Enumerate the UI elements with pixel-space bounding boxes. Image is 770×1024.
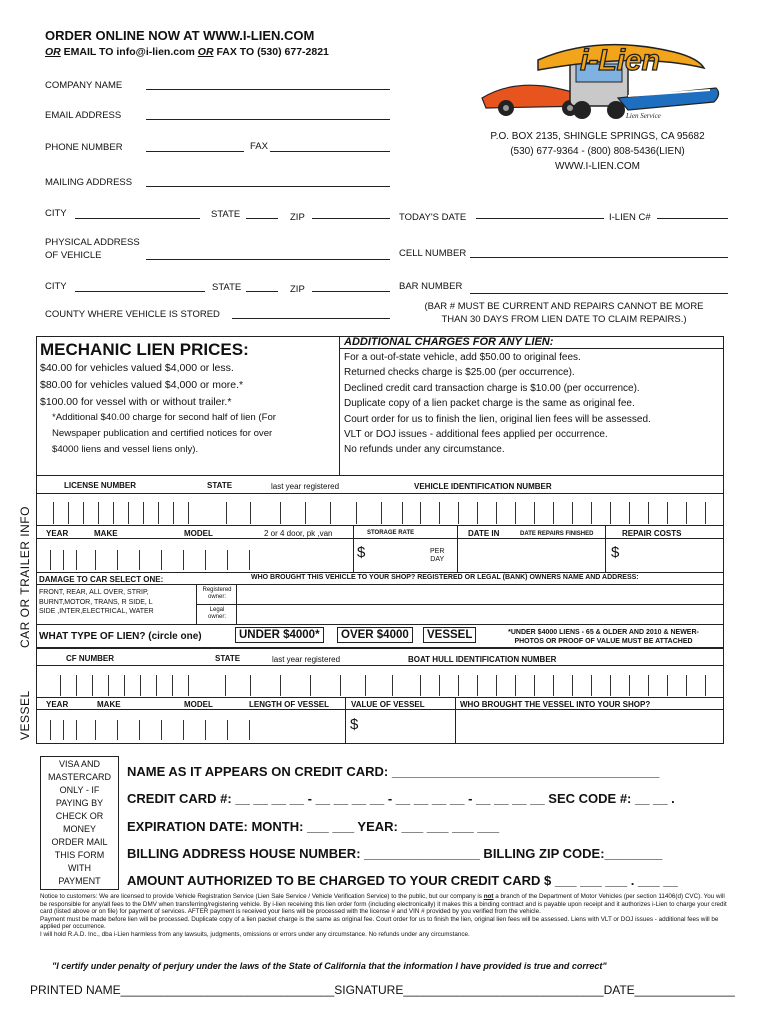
legal-line2: owner: [207, 614, 226, 620]
entry-tick [249, 550, 250, 570]
mailing-address-label: MAILING ADDRESS [45, 177, 133, 188]
price-line-3: $100.00 for vessel with or without trailer.* [40, 396, 232, 408]
entry-tick [50, 720, 51, 740]
phone-number-label: PHONE NUMBER [45, 142, 123, 153]
vessel-state-label: STATE [215, 654, 241, 663]
vessel-value-field[interactable] [362, 712, 452, 740]
fax-label: FAX [250, 141, 268, 152]
logo-wordmark: i-Lien [580, 44, 660, 77]
entry-tick [95, 720, 96, 740]
vessel-who-brought-field[interactable] [459, 712, 721, 740]
notice-not: not [483, 893, 494, 900]
storage-dollar: $ [357, 544, 366, 561]
payment-note [40, 758, 119, 888]
charge-item: No refunds under any circumstance. [344, 444, 505, 456]
bar-number-label: BAR NUMBER [399, 281, 463, 292]
notice-text-1a: Notice to customers: We are licensed to provide Vehicle Registration Service (Lien Sale Service / Vehicle Verification Service) to the public, but our company is [40, 893, 484, 900]
ilien-c-field[interactable] [657, 208, 728, 219]
car-row1-bottom [36, 525, 724, 526]
storage-rate-field[interactable] [370, 541, 424, 569]
charge-item: For a out-of-state vehicle, add $50.00 to original fees. [344, 352, 581, 363]
cf-number-label: CF NUMBER [66, 654, 114, 663]
entry-tick [50, 550, 51, 570]
charge-item: Duplicate copy of a lien packet charge is the same as original fee. [344, 398, 635, 410]
vessel-row1-top [36, 665, 724, 666]
vessel-make-label: MAKE [97, 700, 121, 709]
entry-tick [183, 720, 184, 740]
signature-line[interactable]: PRINTED NAME________________________________SIGNATURE______________________________DATE_______________ [30, 983, 735, 997]
entry-tick [117, 550, 118, 570]
payment-note-line: THIS FORM [54, 850, 105, 860]
entry-tick [249, 720, 250, 740]
entry-tick [139, 720, 140, 740]
vessel-dollar: $ [350, 716, 359, 733]
prices-lines [40, 360, 243, 411]
fax-to: FAX TO (530) 677-2821 [213, 46, 329, 58]
lien-note-1: *UNDER $4000 LIENS - 65 & OLDER AND 2010 & NEWER- [508, 629, 699, 636]
per-text: PER [430, 548, 445, 555]
customer-notice [40, 893, 730, 938]
vessel-option[interactable]: VESSEL [423, 627, 476, 643]
charges-title-rule [339, 348, 724, 349]
payment-note-line: PAYING BY [55, 798, 104, 808]
prices-title: MECHANIC LIEN PRICES: [40, 340, 249, 359]
charges-list [344, 350, 651, 458]
license-vin-entry[interactable] [38, 495, 724, 524]
state-field-2[interactable] [246, 281, 278, 292]
entry-tick [205, 720, 206, 740]
storage-rate-label: STORAGE RATE [367, 530, 415, 536]
vessel-who-brought-label: WHO BROUGHT THE VESSEL INTO YOUR SHOP? [460, 700, 651, 709]
payment-note-line: WITH [68, 863, 91, 873]
city-label-2: CITY [45, 281, 67, 292]
bar-note-line2: THAN 30 DAYS FROM LIEN DATE TO CLAIM REPAIRS.) [441, 314, 687, 325]
charge-item: Returned checks charge is $25.00 (per occurrence). [344, 367, 575, 379]
entry-tick [227, 550, 228, 570]
vessel-row2-rule [36, 709, 724, 710]
date-in-label: DATE IN [468, 529, 500, 538]
todays-date-field[interactable] [476, 208, 604, 219]
entry-tick [117, 720, 118, 740]
payment-note-line: ONLY - IF [59, 785, 100, 795]
body-style-label: 2 or 4 door, pk ,van [264, 529, 333, 538]
cf-hull-entry[interactable] [38, 667, 724, 696]
state-label: STATE [211, 209, 241, 220]
email-fax-line [45, 46, 329, 58]
storage-right-divider [457, 525, 458, 572]
lien-note [481, 628, 726, 646]
city-label: CITY [45, 208, 67, 219]
car-last-year-label: last year registered [271, 482, 340, 491]
vessel-last-year-label: last year registered [272, 655, 341, 664]
day-text: DAY [430, 556, 445, 563]
payment-note-line: VISA AND [58, 759, 101, 769]
logo-graphic [478, 36, 726, 126]
city-field[interactable] [75, 208, 200, 219]
over-4000-option[interactable]: OVER $4000 [337, 627, 413, 643]
car-row2-bottom [36, 572, 724, 573]
entry-tick [76, 550, 77, 570]
date-repairs-label: DATE REPAIRS FINISHED [520, 531, 594, 537]
legal-owner-field[interactable] [240, 606, 722, 623]
prices-note-3: $4000 liens and vessel liens only). [52, 444, 199, 455]
prices-note-1: *Additional $40.00 charge for second half of lien (For [52, 412, 276, 423]
registered-owner-label [199, 587, 235, 601]
registered-line1: Registered [202, 587, 232, 593]
notice-text-3: I will hold R.A.D. Inc., dba i-Lien harmless from any lawsuits, judgments, omissions or errors under any circumstance. No refunds under any circumstance. [40, 930, 470, 938]
registered-owner-rule [196, 604, 724, 605]
lien-note-2: PHOTOS OR PROOF OF VALUE MUST BE ATTACHED [514, 638, 693, 645]
car-row3-bottom [36, 624, 724, 625]
payment-note-line: CHECK OR [55, 811, 104, 821]
legal-line1: Legal [209, 607, 225, 613]
city-field-2[interactable] [75, 281, 205, 292]
entry-tick [161, 720, 162, 740]
entry-tick [227, 720, 228, 740]
email-address-field[interactable] [146, 109, 390, 120]
prices-note [52, 410, 276, 458]
amount-authorized-field[interactable]: AMOUNT AUTHORIZED TO BE CHARGED TO YOUR CREDIT CARD $ ___ ___ ___ . ___ __ [127, 873, 678, 888]
entry-tick [183, 550, 184, 570]
zip-field[interactable] [312, 208, 390, 219]
hull-id-label: BOAT HULL IDENTIFICATION NUMBER [408, 655, 557, 664]
card-number-field[interactable]: CREDIT CARD #: __ __ __ __ - __ __ __ __ - __ __ __ __ - __ __ __ __ SEC CODE #: __ __ . [127, 791, 675, 806]
charge-item: VLT or DOJ issues - additional fees applied per occurrence. [344, 429, 608, 441]
payment-note-line: ORDER MAIL [51, 837, 108, 847]
phone-number-field[interactable] [146, 141, 244, 152]
todays-date-label: TODAY'S DATE [399, 212, 467, 223]
logo-subtitle: Lien Service [626, 112, 661, 120]
bar-number-field[interactable] [470, 283, 728, 294]
under-4000-option[interactable]: UNDER $4000* [235, 627, 324, 643]
vessel-value-label: VALUE OF VESSEL [351, 700, 425, 709]
notice-text-2: Payment must be made before lien will be processed. Duplicate copy of a lien packet charge is the same as original fee. Court order for us to finish the lien, original lien fees will be assessed. Liens with VLT or DOJ issues - additional fees will be applied per occurrence. [40, 915, 719, 930]
price-line-2: $80.00 for vehicles valued $4,000 or more.* [40, 379, 244, 391]
entry-tick [205, 550, 206, 570]
charge-item: Declined credit card transaction charge is $10.00 (per occurrence). [344, 382, 640, 394]
car-state-label: STATE [207, 481, 233, 490]
fax-field[interactable] [270, 141, 390, 152]
bar-note [399, 300, 729, 326]
mailing-address-field[interactable] [146, 176, 390, 187]
company-name-field[interactable] [146, 79, 390, 90]
payment-note-line: PAYMENT [58, 876, 101, 886]
damage-options[interactable] [39, 588, 154, 617]
email-address-label: EMAIL ADDRESS [45, 110, 122, 121]
damage-option-line: SIDE ,INTER,ELECTRICAL, WATER [39, 608, 154, 615]
entry-tick [161, 550, 162, 570]
county-field[interactable] [232, 308, 390, 319]
entry-tick [95, 550, 96, 570]
entry-tick [63, 720, 64, 740]
order-online-heading: ORDER ONLINE NOW AT WWW.I-LIEN.COM [45, 28, 315, 43]
cell-number-label: CELL NUMBER [399, 248, 467, 259]
zip-field-2[interactable] [312, 281, 390, 292]
billing-address-field[interactable]: BILLING ADDRESS HOUSE NUMBER: ________________ BILLING ZIP CODE:________ [127, 846, 663, 861]
repair-costs-field[interactable] [622, 541, 722, 569]
company-contact-block [470, 129, 725, 174]
ilien-c-label: I-LIEN C# [609, 212, 651, 223]
prices-note-2: Newspaper publication and certified notices for over [52, 428, 273, 439]
state-label-2: STATE [212, 282, 242, 293]
vessel-row1-bottom [36, 697, 724, 698]
company-name-label: COMPANY NAME [45, 80, 123, 91]
lien-type-label: WHAT TYPE OF LIEN? (circle one) [39, 631, 202, 642]
bar-note-line1: (BAR # MUST BE CURRENT AND REPAIRS CANNOT BE MORE [424, 301, 704, 312]
zip-label: ZIP [290, 212, 305, 223]
county-label: COUNTY WHERE VEHICLE IS STORED [45, 309, 220, 320]
expiration-field[interactable]: EXPIRATION DATE: MONTH: ___ ___ YEAR: ___ ___ ___ ___ [127, 819, 500, 834]
physical-address-line2: OF VEHICLE [45, 250, 102, 261]
registered-owner-field[interactable] [240, 586, 722, 603]
physical-address-line1: PHYSICAL ADDRESS [45, 237, 140, 248]
or-1: OR [45, 46, 61, 58]
vessel-year-label: YEAR [46, 700, 69, 709]
charges-title: ADDITIONAL CHARGES FOR ANY LIEN: [344, 336, 554, 348]
charge-item: Court order for us to finish the lien, original lien fees will be assessed. [344, 413, 651, 425]
card-name-field[interactable]: NAME AS IT APPEARS ON CREDIT CARD: _____________________________________ [127, 764, 660, 779]
vessel-length-label: LENGTH OF VESSEL [249, 700, 330, 709]
registered-line2: owner: [207, 594, 226, 600]
physical-address-field[interactable] [146, 249, 390, 260]
state-field[interactable] [246, 208, 278, 219]
who-brought-vehicle-label: WHO BROUGHT THIS VEHICLE TO YOUR SHOP? REGISTERED OR LEGAL (BANK) OWNERS NAME AND ADDRESS: [251, 574, 639, 581]
entry-tick [63, 550, 64, 570]
email-to: EMAIL TO info@i-lien.com [60, 46, 198, 58]
per-day-label [430, 548, 444, 564]
company-address: P.O. BOX 2135, SHINGLE SPRINGS, CA 95682 [490, 131, 705, 142]
entry-tick [76, 720, 77, 740]
vessel-model-label: MODEL [184, 700, 213, 709]
car-model-label: MODEL [184, 529, 213, 538]
repair-dollar: $ [611, 544, 620, 561]
company-website: WWW.I-LIEN.COM [555, 161, 640, 172]
car-row2-rule [36, 538, 724, 539]
vessel-who-divider [455, 697, 456, 744]
cell-number-field[interactable] [470, 247, 728, 258]
car-make-label: MAKE [94, 529, 118, 538]
zip-label-2: ZIP [290, 284, 305, 295]
legal-owner-label [199, 607, 235, 621]
damage-option-line: BURNT,MOTOR, TRANS, R SIDE, L [39, 598, 153, 606]
repair-costs-label: REPAIR COSTS [622, 529, 682, 538]
price-line-1: $40.00 for vehicles valued $4,000 or less. [40, 362, 234, 374]
car-row3-rule [36, 584, 724, 585]
damage-title: DAMAGE TO CAR SELECT ONE: [39, 575, 164, 584]
ilien-logo [478, 36, 726, 126]
car-trailer-side-label: CAR OR TRAILER INFO [18, 506, 32, 648]
payment-note-line: MASTERCARD [47, 772, 111, 782]
prices-divider [339, 336, 340, 476]
or-2: OR [197, 46, 214, 58]
company-phones: (530) 677-9364 - (800) 808-5436(LIEN) [510, 146, 685, 157]
license-number-label: LICENSE NUMBER [64, 481, 137, 490]
vessel-value-divider [345, 697, 346, 744]
physical-address-label [45, 236, 140, 262]
damage-option-line: FRONT, REAR, ALL OVER, STRIP, [39, 589, 149, 596]
certify-statement: "I certify under penalty of perjury under the laws of the State of California that the information I have provided is true and correct" [52, 961, 607, 971]
car-year-label: YEAR [46, 529, 69, 538]
storage-left-divider [353, 525, 354, 572]
notice-text-1b: a branch of the Department of Motor Vehicles (per section 11406(d) CVC). You will be responsible for any/all fees to the DMV when transferring/registering vehicle. By i-lien receiving this lien order form (including electronically) it makes this a binding contract and is payable upon receipt and it authorizes i-Lien to charge your credit card (listed above or on file) for payment of services. AFTER payment is received your liens will be processed with the license # and VIN # provided by you verified from the vehicle. [40, 893, 727, 915]
car-row1-top [36, 493, 724, 494]
repair-costs-divider [605, 525, 606, 572]
vin-label: VEHICLE IDENTIFICATION NUMBER [414, 482, 552, 491]
payment-note-line: MONEY [62, 824, 96, 834]
vessel-side-label: VESSEL [18, 690, 32, 740]
entry-tick [139, 550, 140, 570]
